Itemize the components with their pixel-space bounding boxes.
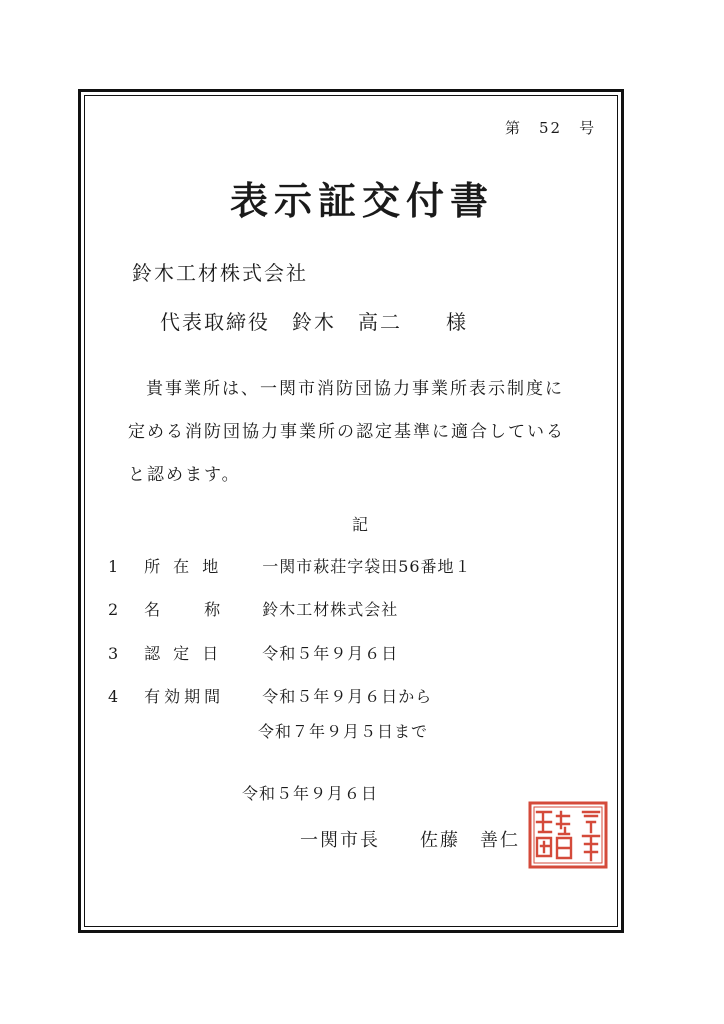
body-line-2: 定める消防団協力事業所の認定基準に適合している xyxy=(128,422,565,442)
issuer-signature: 一関市長 佐藤 善仁 xyxy=(300,830,520,851)
item-row-name xyxy=(108,597,398,620)
certificate-title: 表示証交付書 xyxy=(229,178,494,223)
certificate-number: 第 52 号 xyxy=(505,119,597,137)
item-number: 4 xyxy=(108,687,120,706)
item-number: 2 xyxy=(108,600,120,619)
item-row-location xyxy=(108,554,472,577)
item-number: 3 xyxy=(108,644,120,663)
validity-end: 令和７年９月５日まで xyxy=(258,722,429,741)
issue-date: 令和５年９月６日 xyxy=(242,784,379,803)
record-heading: 記 xyxy=(352,515,369,534)
certificate-body xyxy=(128,368,588,497)
recipient-company: 鈴木工材株式会社 xyxy=(132,261,308,285)
item-value: 令和５年９月６日から xyxy=(262,687,433,706)
item-value: 令和５年９月６日 xyxy=(262,644,399,663)
item-label: 有効期間 xyxy=(144,687,225,706)
item-row-certification-date xyxy=(108,641,398,664)
recipient-person: 代表取締役 鈴木 高二 様 xyxy=(160,310,468,334)
body-line-3: と認めます。 xyxy=(128,465,241,485)
item-label: 名 称 xyxy=(144,600,225,619)
item-number: 1 xyxy=(108,557,120,576)
item-label: 認 定 日 xyxy=(144,644,223,663)
item-value: 一関市萩荘字袋田56番地１ xyxy=(262,557,472,576)
item-value: 鈴木工材株式会社 xyxy=(262,600,399,619)
official-seal-stamp xyxy=(527,800,609,870)
item-row-validity xyxy=(108,684,432,707)
body-line-1: 貴事業所は、一関市消防団協力事業所表示制度に xyxy=(146,379,564,399)
item-label: 所 在 地 xyxy=(144,557,223,576)
